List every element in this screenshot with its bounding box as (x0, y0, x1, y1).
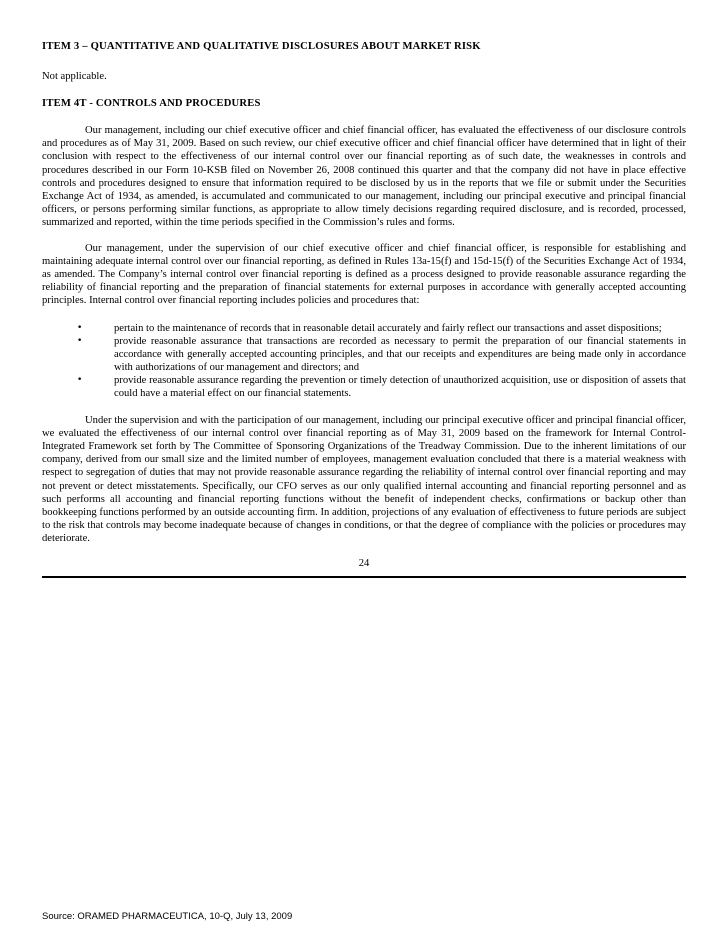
list-item-text: provide reasonable assurance that transactions are recorded as necessary to permit the preparation of our financial statements in accordance with generally accepted accounting principles, and that our receipts and expenditures are being made only in accordance with authorizations of our management and directors; and (114, 335, 686, 373)
page-divider (42, 576, 686, 578)
source-citation: Source: ORAMED PHARMACEUTICA, 10-Q, July 13, 2009 (42, 911, 293, 922)
bullet-icon: • (77, 322, 83, 333)
section-heading-item-3: ITEM 3 – QUANTITATIVE AND QUALITATIVE DISCLOSURES ABOUT MARKET RISK (42, 41, 481, 52)
paragraph-internal-control: Our management, under the supervision of our chief executive officer and chief financial officer, is responsible for establishing and maintaining adequate internal control over our financial reporting, as defined in Rules 13a-15(f) and 15d-15(f) of the Securities Exchange Act of 1934, as amended. The Company’s internal control over financial reporting is defined as a process designed to provide reasonable assurance regarding the reliability of financial reporting and the preparation of financial statements for external purposes in accordance with generally accepted accounting principles. Internal control over financial reporting includes policies and procedures that: (42, 243, 686, 307)
policies-list (42, 322, 686, 401)
list-item (42, 335, 686, 374)
page-number: 24 (358, 558, 370, 569)
list-item-text: provide reasonable assurance regarding the prevention or timely detection of unauthorized acquisition, use or disposition of assets that could have a material effect on our financial statements. (114, 374, 686, 399)
paragraph-disclosure-controls: Our management, including our chief executive officer and chief financial officer, has evaluated the effectiveness of our disclosure controls and procedures as of May 31, 2009. Based on such review, our chief executive officer and chief financial officer have determined that in light of their conclusion with respect to the effectiveness of our internal control over our financial reporting as of such date, the weaknesses in controls and procedures described in our Form 10-KSB filed on November 26, 2008 continued this quarter and that the company did not have in place effective controls and procedures designed to ensure that information required to be disclosed by us in the reports that we file or submit under the Securities Exchange Act of 1934, as amended, is accumulated and communicated to our management, including our principal executive and principal financial officers, or persons performing similar functions, as appropriate to allow timely decisions regarding required disclosure, and is recorded, processed, summarized and reported, within the time periods specified in the Commission’s rules and forms. (42, 125, 686, 228)
paragraph-evaluation: Under the supervision and with the participation of our management, including our principal executive officer and principal financial officer, we evaluated the effectiveness of our internal control over financial reporting as of May 31, 2009 based on the framework for Internal Control-Integrated Framework set forth by The Committee of Sponsoring Organizations of the Treadway Commission. Due to the inherent limitations of our company, derived from our small size and the limited number of employees, management evaluation concluded that there is a material weakness with respect to segregation of duties that may not provide reasonable assurance regarding the reliability of internal control over financial reporting and may not prevent or detect misstatements. Specifically, our CFO serves as our only qualified internal accounting and financial reporting personnel and as such performs all accounting and financial reporting functions without the benefit of independent checks, confirmations or backup other than bookkeeping functions performed by an outside accounting firm. In addition, projections of any evaluation of effectiveness to future periods are subject to the risk that controls may become inadequate because of changes in conditions, or that the degree of compliance with the policies or procedures may deteriorate. (42, 415, 686, 544)
list-item (42, 374, 686, 400)
bullet-icon: • (77, 374, 83, 385)
item-3-text: Not applicable. (42, 71, 107, 83)
list-item (42, 322, 686, 335)
section-heading-item-4t: ITEM 4T - CONTROLS AND PROCEDURES (42, 98, 261, 110)
document-page (42, 40, 686, 578)
bullet-icon: • (77, 335, 83, 346)
list-item-text: pertain to the maintenance of records that in reasonable detail accurately and fairly reflect our transactions and asset dispositions; (114, 322, 662, 334)
